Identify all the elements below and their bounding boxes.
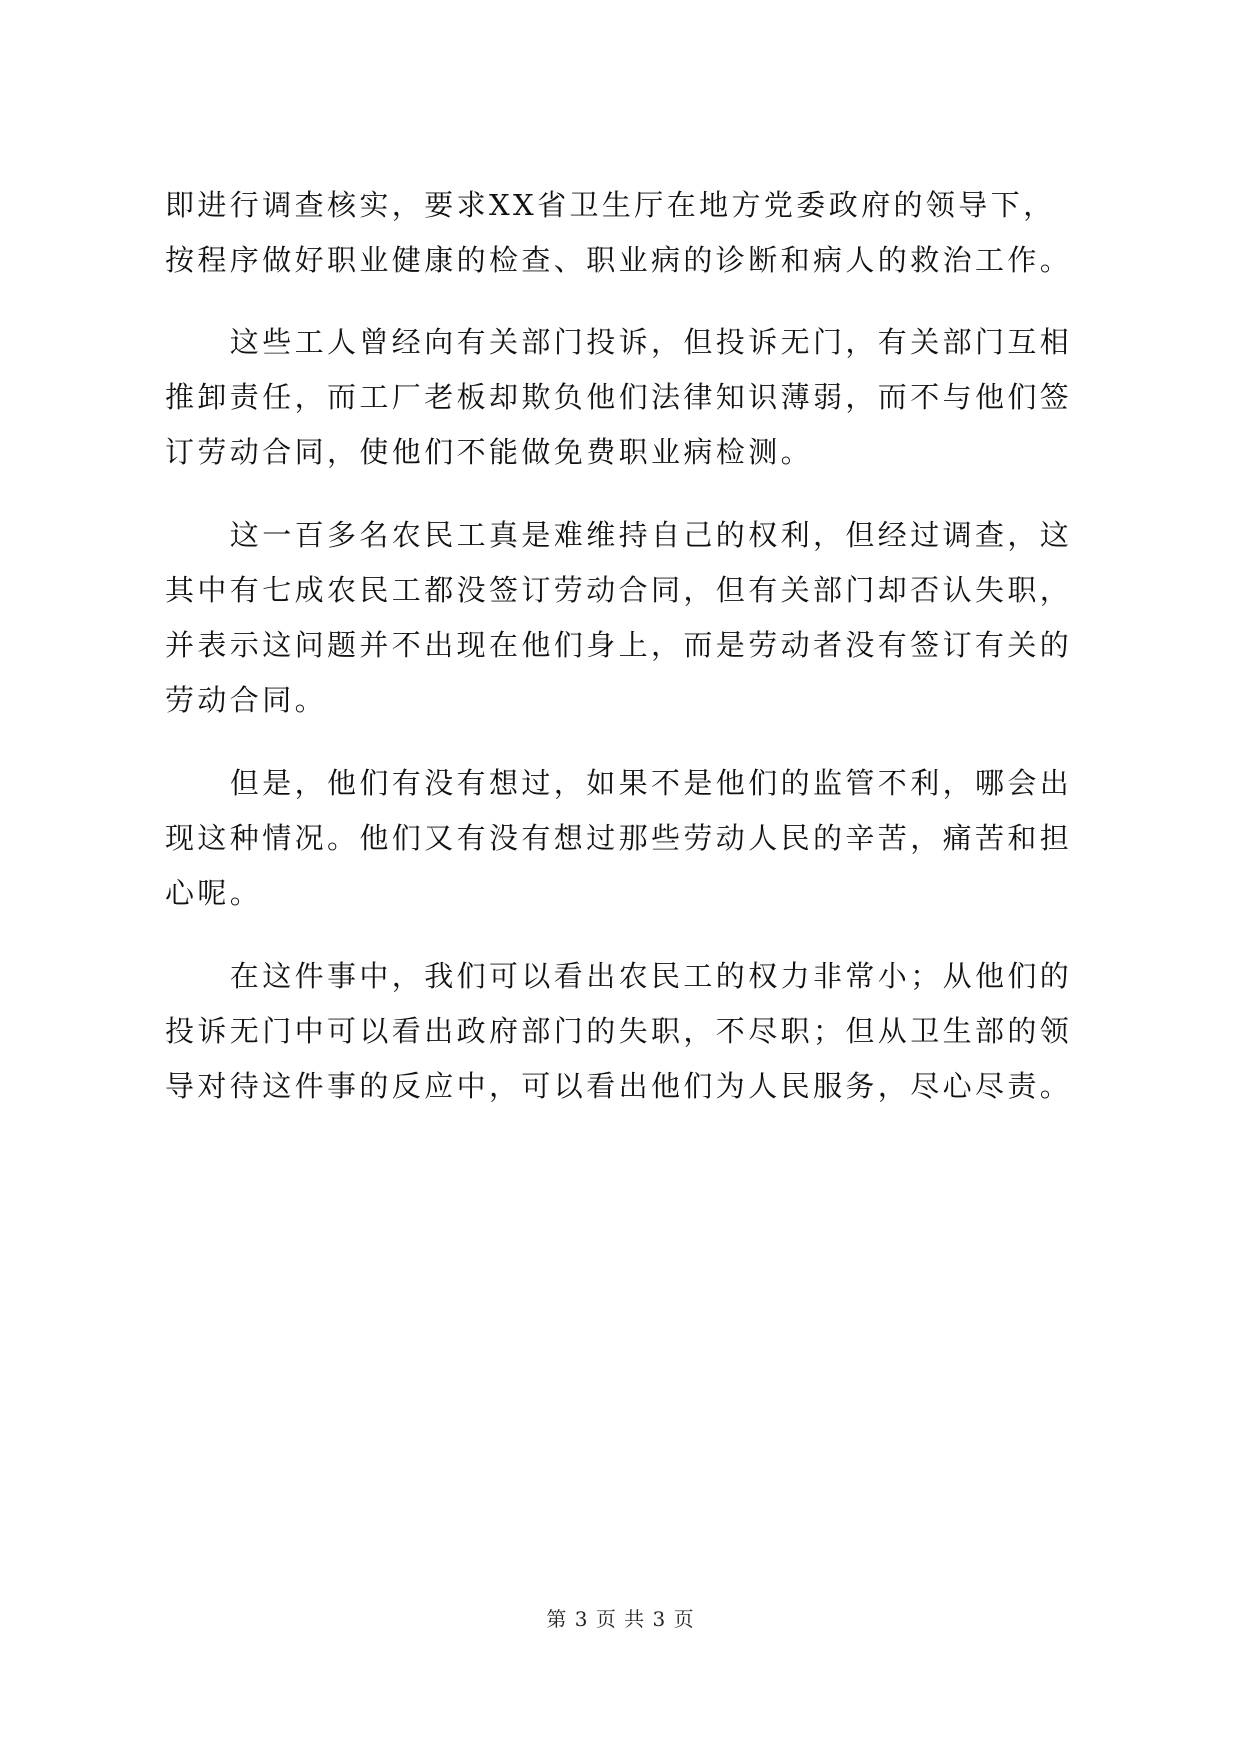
page-number-footer: 第 3 页 共 3 页 — [546, 1607, 695, 1631]
text-line-13: 在这件事中，我们可以看出农民工的权力非常小；从他们的 — [165, 959, 1073, 993]
text-line-8: 并表示这问题并不出现在他们身上，而是劳动者没有签订有关的 — [165, 628, 1073, 662]
text-line-11: 现这种情况。他们又有没有想过那些劳动人民的辛苦，痛苦和担 — [165, 821, 1073, 855]
text-line-6: 这一百多名农民工真是难维持自己的权利，但经过调查，这 — [165, 518, 1073, 552]
text-line-14: 投诉无门中可以看出政府部门的失职，不尽职；但从卫生部的领 — [165, 1014, 1073, 1048]
text-line-15: 导对待这件事的反应中，可以看出他们为人民服务，尽心尽责。 — [165, 1069, 1073, 1103]
text-line-3: 这些工人曾经向有关部门投诉，但投诉无门，有关部门互相 — [165, 325, 1073, 359]
text-line-10: 但是，他们有没有想过，如果不是他们的监管不利，哪会出 — [165, 766, 1073, 800]
text-line-5: 订劳动合同，使他们不能做免费职业病检测。 — [165, 435, 814, 469]
text-line-4: 推卸责任，而工厂老板却欺负他们法律知识薄弱，而不与他们签 — [165, 380, 1073, 414]
text-line-12: 心呢。 — [165, 876, 263, 910]
text-line-7: 其中有七成农民工都没签订劳动合同，但有关部门却否认失职， — [165, 573, 1073, 607]
text-line-2: 按程序做好职业健康的检查、职业病的诊断和病人的救治工作。 — [165, 243, 1073, 277]
text-line-9: 劳动合同。 — [165, 683, 328, 717]
text-line-1: 即进行调查核实，要求XX省卫生厅在地方党委政府的领导下， — [165, 188, 1056, 222]
